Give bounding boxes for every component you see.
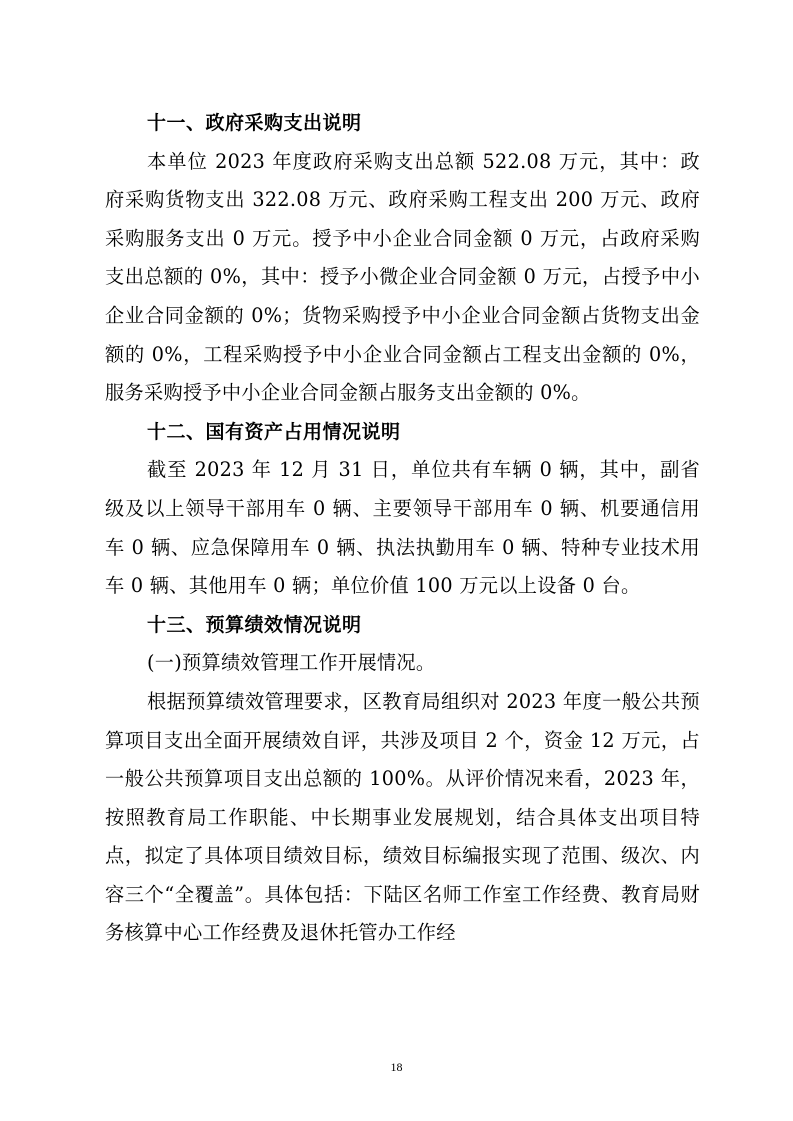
section-heading-12: 十二、国有资产占用情况说明 [147, 420, 401, 443]
page-number: 18 [390, 1060, 403, 1074]
page-content [105, 104, 700, 953]
section-body-13: 根据预算绩效管理要求，区教育局组织对 2023 年度一般公共预算项目支出全面开展绩效自评，共涉及项目 2 个，资金 12 万元，占一般公共预算项目支出总额的 100%。从评价情况来看，2023 年，按照教育局工作职能、中长期事业发展规划，结合具体支出项目特点，拟定了具体项目绩效目标，绩效目标编报实现了范围、级次、内容三个“全覆盖”。具体包括：下陆区名师工作室工作经费、教育局财务核算中心工作经费及退休托管办工作经 [105, 689, 700, 945]
section-body-12: 截至 2023 年 12 月 31 日，单位共有车辆 0 辆，其中，副省级及以上领导干部用车 0 辆、主要领导干部用车 0 辆、机要通信用车 0 辆、应急保障用车 0 辆、执法执勤用车 0 辆、特种专业技术用车 0 辆、其他用车 0 辆；单位价值 100 万元以上设备 0 台。 [105, 458, 700, 598]
section-heading-11: 十一、政府采购支出说明 [147, 112, 362, 134]
section-heading-13: 十三、预算绩效情况说明 [147, 613, 362, 636]
subsection-heading-13-1: (一)预算绩效管理工作开展情况。 [147, 651, 436, 675]
section-body-11: 本单位 2023 年度政府采购支出总额 522.08 万元，其中：政府采购货物支出 322.08 万元、政府采购工程支出 200 万元、政府采购服务支出 0 万元。授予中小企业合同金额 0 万元，占政府采购支出总额的 0%，其中：授予小微企业合同金额 0 万元，占授予中小企业合同金额的 0%；货物采购授予中小企业合同金额占货物支出金额的 0%，工程采购授予中小企业合同金额占工程支出金额的 0%，服务采购授予中小企业合同金额占服务支出金额的 0%。 [105, 149, 700, 405]
